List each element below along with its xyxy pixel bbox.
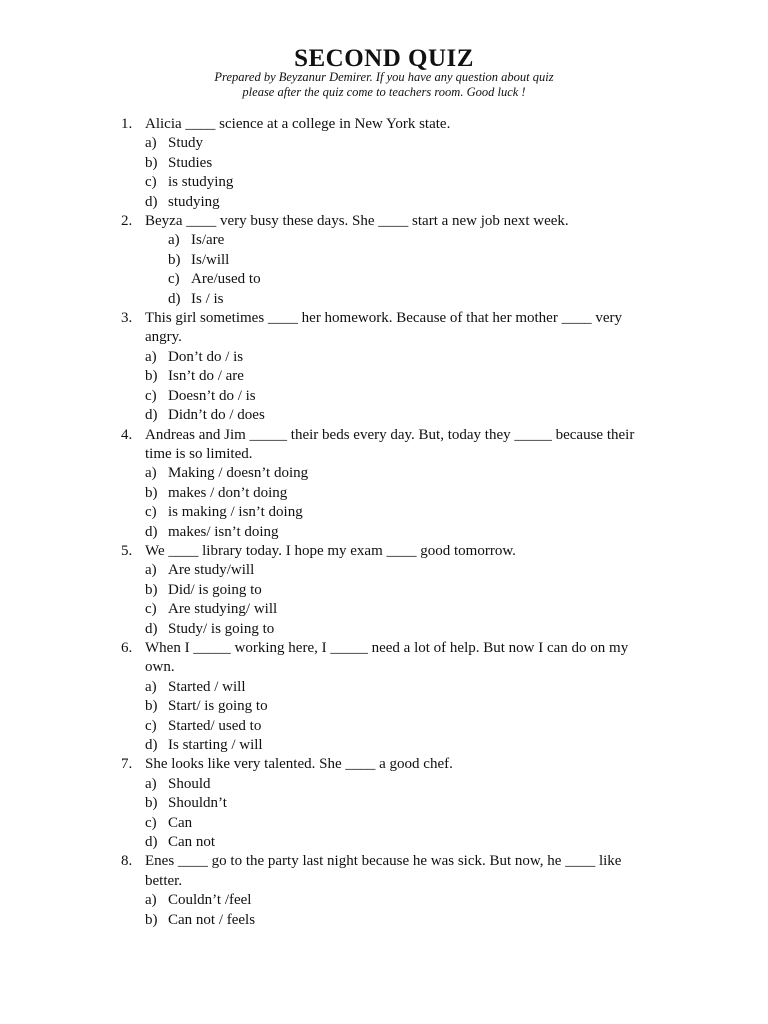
option-letter: a) (145, 135, 157, 152)
option-text: Is/are (191, 232, 225, 249)
answer-option (0, 464, 768, 483)
option-text: Is starting / will (168, 737, 263, 753)
option-text: Study/ is going to (168, 620, 275, 637)
answer-option (0, 697, 768, 716)
question-text-line: Beyza ____ very busy these days. She ____ start a new job next week. (145, 213, 569, 230)
question-text-line: Alicia ____ science at a college in New York state. (145, 116, 451, 132)
question-text (0, 309, 768, 328)
option-letter: a) (145, 562, 157, 579)
option-letter: b) (145, 698, 158, 715)
question-text (0, 115, 768, 134)
answer-option (0, 484, 768, 503)
question-text (0, 639, 768, 658)
question-number: 4. (121, 426, 133, 443)
question-text-line: When I _____ working here, I _____ need a lot of help. But now I can do on my (145, 639, 629, 656)
answer-option (0, 134, 768, 153)
question-number: 5. (121, 542, 133, 559)
answer-option (0, 561, 768, 580)
question-4 (0, 426, 768, 542)
question-7 (0, 755, 768, 852)
option-letter: c) (145, 174, 157, 191)
option-letter: d) (145, 834, 158, 851)
question-text-continuation: angry. (145, 329, 182, 346)
answer-option (0, 270, 768, 289)
option-text: Started / will (168, 678, 246, 695)
option-text: Doesn’t do / is (168, 387, 256, 404)
option-text: Are/used to (191, 271, 261, 288)
option-text: Should (168, 775, 211, 792)
question-text (0, 426, 768, 445)
answer-option (0, 911, 768, 930)
option-text: makes / don’t doing (168, 484, 288, 501)
option-letter: a) (168, 232, 180, 249)
option-letter: d) (145, 407, 158, 424)
option-letter: c) (168, 271, 180, 288)
question-text-line: We ____ library today. I hope my exam ____ good tomorrow. (145, 542, 516, 559)
option-letter: b) (168, 251, 181, 268)
answer-option (0, 406, 768, 425)
option-text: makes/ isn’t doing (168, 523, 279, 540)
answer-option (0, 348, 768, 367)
option-letter: a) (145, 465, 157, 482)
option-letter: d) (145, 737, 158, 753)
option-text: Studies (168, 154, 213, 171)
question-number: 7. (121, 756, 133, 773)
option-letter: a) (145, 678, 157, 695)
option-letter: b) (145, 911, 158, 928)
question-number: 1. (121, 116, 133, 132)
option-text: Study (168, 135, 204, 152)
option-letter: a) (145, 892, 157, 909)
option-letter: a) (145, 775, 157, 792)
answer-option (0, 251, 768, 270)
answer-option (0, 775, 768, 794)
question-text (0, 755, 768, 774)
option-text: Are studying/ will (168, 601, 278, 618)
question-8 (0, 852, 768, 930)
question-number: 8. (121, 853, 133, 870)
option-letter: c) (145, 387, 157, 404)
option-text: Can (168, 814, 193, 831)
answer-option (0, 503, 768, 522)
question-number: 2. (121, 213, 133, 230)
option-text: is studying (168, 174, 234, 191)
answer-option (0, 581, 768, 600)
answer-option (0, 678, 768, 697)
question-1 (0, 115, 768, 212)
answer-option (0, 717, 768, 736)
question-text (0, 212, 768, 231)
answer-option (0, 891, 768, 910)
option-text: Shouldn’t (168, 795, 227, 812)
option-text: Started/ used to (168, 717, 262, 734)
page-title: SECOND QUIZ (294, 45, 474, 72)
page-subtitle (0, 70, 768, 100)
answer-option (0, 387, 768, 406)
option-letter: b) (145, 581, 158, 598)
question-2 (0, 212, 768, 309)
option-letter: d) (145, 193, 158, 210)
option-letter: c) (145, 504, 157, 521)
answer-option (0, 600, 768, 619)
option-text: Start/ is going to (168, 698, 268, 715)
question-text (0, 852, 768, 871)
option-letter: d) (145, 523, 158, 540)
option-text: Don’t do / is (168, 348, 244, 365)
answer-option (0, 154, 768, 173)
option-letter: b) (145, 484, 158, 501)
question-text-line: Andreas and Jim _____ their beds every day. But, today they _____ because their (145, 426, 635, 443)
question-list (0, 115, 768, 930)
option-letter: a) (145, 348, 157, 365)
option-text: Did/ is going to (168, 581, 262, 598)
option-text: Isn’t do / are (168, 368, 244, 385)
question-number: 3. (121, 310, 133, 327)
option-text: Didn’t do / does (168, 407, 265, 424)
option-letter: b) (145, 154, 158, 171)
answer-option (0, 523, 768, 542)
answer-option (0, 620, 768, 639)
question-text-line: Enes ____ go to the party last night because he was sick. But now, he ____ like (145, 853, 622, 870)
option-text: studying (168, 193, 220, 210)
question-text-continuation: time is so limited. (145, 445, 253, 462)
answer-option (0, 290, 768, 309)
subtitle-line: Prepared by Beyzanur Demirer. If you have any question about quiz (214, 70, 554, 84)
answer-option (0, 736, 768, 755)
question-3 (0, 309, 768, 425)
subtitle-line: please after the quiz come to teachers room. Good luck ! (242, 85, 526, 99)
option-letter: d) (168, 290, 181, 307)
question-text-line: This girl sometimes ____ her homework. Because of that her mother ____ very (145, 310, 622, 327)
option-letter: d) (145, 620, 158, 637)
question-text-continuation: better. (145, 872, 183, 889)
question-text-continuation: own. (145, 659, 175, 676)
question-text (0, 542, 768, 561)
answer-option (0, 193, 768, 212)
option-letter: c) (145, 717, 157, 734)
question-number: 6. (121, 639, 133, 656)
option-text: Is / is (191, 290, 224, 307)
answer-option (0, 367, 768, 386)
option-text: is making / isn’t doing (168, 504, 303, 521)
option-text: Is/will (191, 251, 230, 268)
option-text: Are study/will (168, 562, 255, 579)
option-letter: c) (145, 601, 157, 618)
option-text: Can not / feels (168, 911, 256, 928)
option-text: Making / doesn’t doing (168, 465, 309, 482)
option-text: Can not (168, 834, 216, 851)
question-6 (0, 639, 768, 755)
option-letter: c) (145, 814, 157, 831)
option-letter: b) (145, 368, 158, 385)
question-text-line: She looks like very talented. She ____ a good chef. (145, 756, 453, 773)
answer-option (0, 794, 768, 813)
answer-option (0, 814, 768, 833)
answer-option (0, 173, 768, 192)
question-5 (0, 542, 768, 639)
option-letter: b) (145, 795, 158, 812)
answer-option (0, 833, 768, 852)
answer-option (0, 231, 768, 250)
option-text: Couldn’t /feel (168, 892, 252, 909)
